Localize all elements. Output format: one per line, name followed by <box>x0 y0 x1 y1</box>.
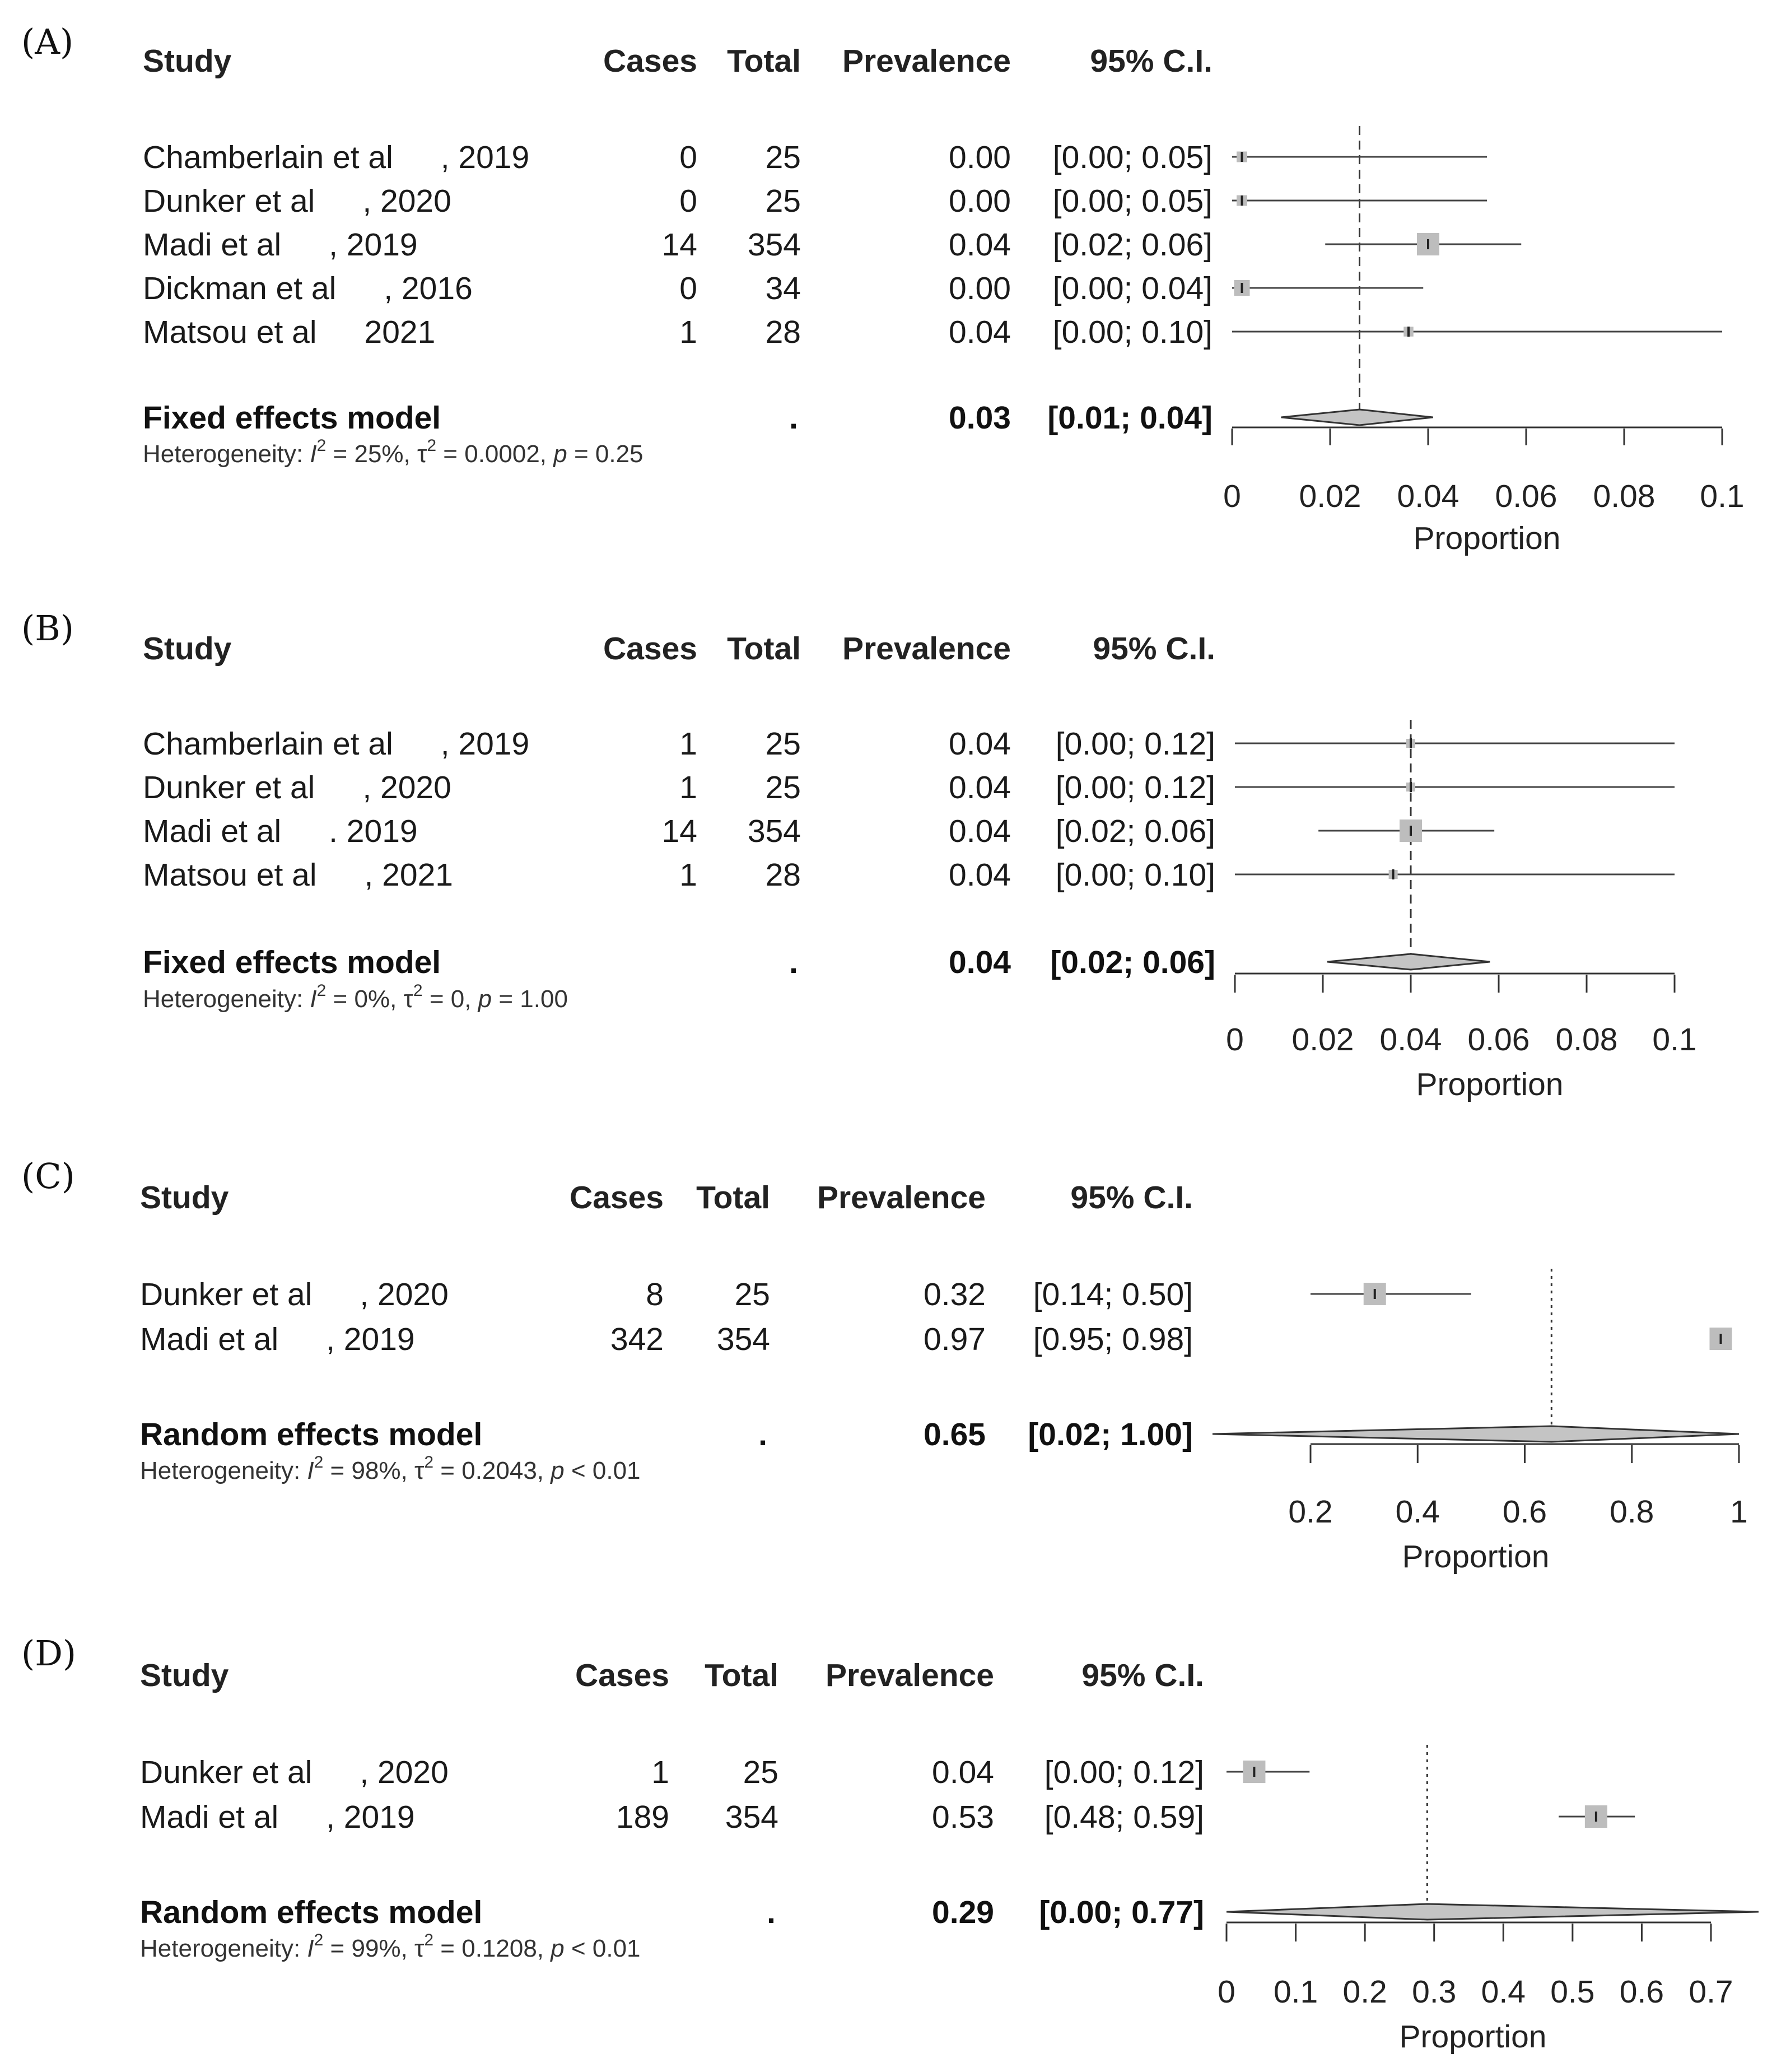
panel-b-study-author: Matsou et al <box>143 857 317 893</box>
panel-b-ci-value: [0.00; 0.10] <box>1055 857 1215 893</box>
panel-c-prevalence-value: 0.32 <box>924 1277 986 1312</box>
panel-c-total-value: 354 <box>716 1321 770 1357</box>
panel-c-header-prevalence: Prevalence <box>817 1180 986 1216</box>
panel-b-heterogeneity-part: I <box>310 985 317 1013</box>
panel-c-pooled-label: Random effects model <box>140 1417 483 1452</box>
panel-a-study-name <box>143 183 451 219</box>
panel-label-b: (B) <box>21 608 74 649</box>
panel-d-pooled-label: Random effects model <box>140 1894 483 1930</box>
panel-b-ci-value: [0.02; 0.06] <box>1055 813 1215 849</box>
panel-d-heterogeneity-part: τ <box>414 1935 425 1962</box>
panel-c-heterogeneity-part: Heterogeneity: <box>140 1457 307 1484</box>
panel-a-study-name <box>143 227 418 263</box>
panel-d-header-prevalence: Prevalence <box>825 1657 994 1693</box>
panel-a-pooled-ci: [0.01; 0.04] <box>1047 400 1213 436</box>
panel-a-tick-label: 0.1 <box>1700 478 1745 514</box>
panel-d-heterogeneity-part: p <box>551 1935 565 1962</box>
panel-b-ci-value: [0.00; 0.12] <box>1055 770 1215 805</box>
panel-b-study-year: , 2021 <box>364 857 453 893</box>
panel-c-heterogeneity-part: 2 <box>424 1453 434 1472</box>
panel-b-heterogeneity-part: = 0%, <box>326 985 404 1013</box>
panel-c-tick-label: 0.8 <box>1610 1494 1654 1530</box>
panel-b-study-name <box>143 726 529 762</box>
panel-b-study-year: , 2020 <box>362 770 451 805</box>
panel-b-heterogeneity-part: 2 <box>413 981 423 1000</box>
panel-b-prevalence-value: 0.04 <box>949 726 1011 762</box>
panel-b-study-name <box>143 857 453 893</box>
panel-d-heterogeneity-part: = 99%, <box>323 1935 414 1962</box>
panel-d-heterogeneity-part: Heterogeneity: <box>140 1935 307 1962</box>
panel-d-pooled-ci: [0.00; 0.77] <box>1039 1894 1204 1930</box>
panel-c-pooled-ci: [0.02; 1.00] <box>1028 1417 1193 1452</box>
panel-b-heterogeneity-part: = 1.00 <box>492 985 568 1013</box>
panel-a-total-value: 25 <box>765 139 801 175</box>
panel-a-heterogeneity-part: = 0.25 <box>567 440 643 468</box>
panel-d-cases-value: 189 <box>615 1799 669 1835</box>
panel-a-pooled-label: Fixed effects model <box>143 400 441 436</box>
panel-label-a: (A) <box>21 21 74 62</box>
panel-a-cases-value: 0 <box>679 183 697 219</box>
panel-b-pooled-dot: . <box>789 944 798 980</box>
panel-d-tick-label: 0.1 <box>1273 1974 1318 2010</box>
panel-a-heterogeneity-part: = 25%, <box>326 440 417 468</box>
panel-b-tick-label: 0.02 <box>1291 1022 1354 1058</box>
panel-a-total-value: 25 <box>765 183 801 219</box>
panel-c-ci-value: [0.14; 0.50] <box>1033 1277 1193 1312</box>
panel-c-cases-value: 342 <box>610 1321 664 1357</box>
panel-d-tick-label: 0.3 <box>1412 1974 1457 2010</box>
panel-c-prevalence-value: 0.97 <box>924 1321 986 1357</box>
panel-b-pooled-diamond <box>1327 954 1490 970</box>
panel-c-tick-label: 0.2 <box>1288 1494 1333 1530</box>
panel-b-tick-label: 0.04 <box>1379 1022 1442 1058</box>
panel-b-study-author: Madi et al <box>143 813 282 849</box>
panel-a-pooled-diamond <box>1281 409 1433 425</box>
panel-a-header-total: Total <box>727 43 801 79</box>
panel-b-study-author: Dunker et al <box>143 770 315 805</box>
panel-b-ci-value: [0.00; 0.12] <box>1055 726 1215 762</box>
panel-b-cases-value: 1 <box>679 770 697 805</box>
panel-c-heterogeneity <box>140 1453 641 1484</box>
panel-d-prevalence-value: 0.53 <box>932 1799 994 1835</box>
panel-a-prevalence-value: 0.00 <box>949 271 1011 306</box>
panel-a-total-value: 34 <box>765 271 801 306</box>
panel-b-study-year: . 2019 <box>329 813 418 849</box>
panel-d-tick-label: 0.4 <box>1481 1974 1526 2010</box>
panel-a-cases-value: 0 <box>679 139 697 175</box>
panel-a-heterogeneity-part: 2 <box>427 436 437 455</box>
panel-a-x-axis-label: Proportion <box>1413 520 1561 556</box>
panel-b-header-prevalence: Prevalence <box>842 631 1011 667</box>
panel-c-header-ci: 95% C.I. <box>1070 1180 1193 1216</box>
panel-a-total-value: 354 <box>747 227 801 263</box>
panel-b-cases-value: 1 <box>679 857 697 893</box>
panel-a-cases-value: 0 <box>679 271 697 306</box>
panel-b-header-total: Total <box>727 631 801 667</box>
panel-d-tick-label: 0.2 <box>1342 1974 1387 2010</box>
panel-d-study-name <box>140 1754 449 1790</box>
panel-b-heterogeneity-part: p <box>478 985 492 1013</box>
panel-a-prevalence-value: 0.00 <box>949 183 1011 219</box>
panel-b-header-ci: 95% C.I. <box>1093 631 1215 667</box>
panel-d-tick-label: 0.7 <box>1689 1974 1733 2010</box>
panel-d-header-cases: Cases <box>575 1657 669 1693</box>
panel-c-study-author: Madi et al <box>140 1321 279 1357</box>
panel-c-heterogeneity-part: < 0.01 <box>564 1457 641 1484</box>
panel-a-heterogeneity-part: p <box>553 440 567 468</box>
panel-d-total-value: 25 <box>743 1754 778 1790</box>
panel-d-ci-value: [0.00; 0.12] <box>1044 1754 1204 1790</box>
panel-d-tick-label: 0.5 <box>1550 1974 1595 2010</box>
panel-d-cases-value: 1 <box>651 1754 669 1790</box>
panel-d-prevalence-value: 0.04 <box>932 1754 994 1790</box>
panel-c-pooled-diamond <box>1213 1426 1739 1442</box>
panel-b-prevalence-value: 0.04 <box>949 857 1011 893</box>
panel-b-total-value: 25 <box>765 770 801 805</box>
panel-a-header-cases: Cases <box>603 43 697 79</box>
panel-b-pooled-label: Fixed effects model <box>143 944 441 980</box>
panel-d-heterogeneity <box>140 1931 641 1962</box>
panel-d-study-year: , 2019 <box>326 1799 415 1835</box>
panel-b-study-year: , 2019 <box>440 726 530 762</box>
panel-b-tick-label: 0.06 <box>1467 1022 1530 1058</box>
panel-c-heterogeneity-part: = 98%, <box>323 1457 414 1484</box>
panel-c-tick-label: 0.6 <box>1502 1494 1547 1530</box>
panel-a-heterogeneity-part: I <box>310 440 317 468</box>
panel-a-study-year: , 2019 <box>329 227 418 263</box>
panel-b-x-axis-label: Proportion <box>1416 1067 1564 1102</box>
panel-b-tick-label: 0 <box>1226 1022 1244 1058</box>
panel-b-total-value: 28 <box>765 857 801 893</box>
panel-a-cases-value: 1 <box>679 314 697 350</box>
panel-a-heterogeneity-part: τ <box>417 440 427 468</box>
panel-d-total-value: 354 <box>725 1799 778 1835</box>
panel-a-study-year: , 2016 <box>384 271 473 306</box>
panel-b-study-name <box>143 770 451 805</box>
panel-d-pooled-diamond <box>1227 1904 1759 1920</box>
panel-b-header-study: Study <box>143 631 232 667</box>
panel-a-header-study: Study <box>143 43 232 79</box>
panel-d-pooled-dot: . <box>767 1894 776 1930</box>
panel-a-prevalence-value: 0.04 <box>949 227 1011 263</box>
panel-a-total-value: 28 <box>765 314 801 350</box>
panel-d-study-author: Madi et al <box>140 1799 279 1835</box>
panel-a-prevalence-value: 0.00 <box>949 139 1011 175</box>
panel-d-header-study: Study <box>140 1657 229 1693</box>
panel-a-study-author: Dickman et al <box>143 271 337 306</box>
panel-a-study-author: Madi et al <box>143 227 282 263</box>
panel-c-pooled-prevalence: 0.65 <box>924 1417 986 1452</box>
panel-a-study-name <box>143 271 473 306</box>
panel-c-study-author: Dunker et al <box>140 1277 313 1312</box>
panel-a-prevalence-value: 0.04 <box>949 314 1011 350</box>
panel-c-ci-value: [0.95; 0.98] <box>1033 1321 1193 1357</box>
panel-a-study-name <box>143 314 435 350</box>
panel-a-header-prevalence: Prevalence <box>842 43 1011 79</box>
panel-a-ci-value: [0.00; 0.10] <box>1052 314 1213 350</box>
panel-c-x-axis-label: Proportion <box>1402 1539 1550 1575</box>
panel-a-study-name <box>143 139 529 175</box>
panel-b-tick-label: 0.08 <box>1555 1022 1618 1058</box>
panel-a-header-ci: 95% C.I. <box>1090 43 1213 79</box>
panel-a-tick-label: 0.08 <box>1593 478 1656 514</box>
panel-b-prevalence-value: 0.04 <box>949 813 1011 849</box>
panel-b-cases-value: 14 <box>661 813 697 849</box>
panel-b-total-value: 25 <box>765 726 801 762</box>
panel-c-header-study: Study <box>140 1180 229 1216</box>
panel-c-heterogeneity-part: 2 <box>314 1453 324 1472</box>
panel-a-study-author: Dunker et al <box>143 183 315 219</box>
panel-b-cases-value: 1 <box>679 726 697 762</box>
panel-d-study-name <box>140 1799 415 1835</box>
panel-c-heterogeneity-part: p <box>551 1457 565 1484</box>
panel-c-header-cases: Cases <box>570 1180 664 1216</box>
panel-c-heterogeneity-part: = 0.2043, <box>433 1457 551 1484</box>
panel-b-heterogeneity <box>143 981 568 1013</box>
panel-c-tick-label: 1 <box>1730 1494 1748 1530</box>
panel-a-study-year: , 2020 <box>362 183 451 219</box>
panel-d-heterogeneity-part: I <box>307 1935 314 1962</box>
panel-b-total-value: 354 <box>747 813 801 849</box>
panel-d-tick-label: 0.6 <box>1619 1974 1664 2010</box>
panel-d-x-axis-label: Proportion <box>1399 2019 1547 2055</box>
panel-b-pooled-ci: [0.02; 0.06] <box>1050 944 1215 980</box>
panel-d-header-total: Total <box>705 1657 778 1693</box>
panel-b-heterogeneity-part: τ <box>403 985 413 1013</box>
panel-a-ci-value: [0.00; 0.04] <box>1052 271 1213 306</box>
panel-a-study-year: 2021 <box>364 314 436 350</box>
panel-c-heterogeneity-part: I <box>307 1457 314 1484</box>
panel-d-heterogeneity-part: < 0.01 <box>564 1935 641 1962</box>
panel-b-heterogeneity-part: Heterogeneity: <box>143 985 310 1013</box>
panel-b-pooled-prevalence: 0.04 <box>949 944 1011 980</box>
panel-b-study-author: Chamberlain et al <box>143 726 393 762</box>
panel-a-cases-value: 14 <box>661 227 697 263</box>
panel-a-tick-label: 0.02 <box>1299 478 1361 514</box>
panel-a-ci-value: [0.00; 0.05] <box>1052 139 1213 175</box>
panel-b-study-name <box>143 813 418 849</box>
panel-a-heterogeneity-part: Heterogeneity: <box>143 440 310 468</box>
panel-label-d: (D) <box>21 1633 77 1674</box>
panel-d-tick-label: 0 <box>1218 1974 1235 2010</box>
panel-d-header-ci: 95% C.I. <box>1081 1657 1204 1693</box>
panel-c-study-name <box>140 1277 449 1312</box>
panel-d-study-year: , 2020 <box>360 1754 449 1790</box>
panel-a-pooled-prevalence: 0.03 <box>949 400 1011 436</box>
panel-d-pooled-prevalence: 0.29 <box>932 1894 994 1930</box>
panel-c-study-year: , 2019 <box>326 1321 415 1357</box>
panel-b-heterogeneity-part: = 0, <box>422 985 478 1013</box>
panel-d-heterogeneity-part: = 0.1208, <box>433 1935 551 1962</box>
panel-a-tick-label: 0 <box>1223 478 1241 514</box>
panel-c-tick-label: 0.4 <box>1395 1494 1440 1530</box>
panel-b-header-cases: Cases <box>603 631 697 667</box>
panel-a-heterogeneity-part: = 0.0002, <box>436 440 554 468</box>
panel-d-heterogeneity-part: 2 <box>314 1931 324 1949</box>
panel-c-cases-value: 8 <box>646 1277 664 1312</box>
panel-c-study-year: , 2020 <box>360 1277 449 1312</box>
panel-a-heterogeneity <box>143 436 643 468</box>
panel-b-tick-label: 0.1 <box>1652 1022 1697 1058</box>
panel-a-tick-label: 0.04 <box>1397 478 1459 514</box>
panel-a-ci-value: [0.02; 0.06] <box>1052 227 1213 263</box>
panel-c-total-value: 25 <box>734 1277 770 1312</box>
panel-d-study-author: Dunker et al <box>140 1754 313 1790</box>
panel-b-heterogeneity-part: 2 <box>316 981 327 1000</box>
panel-a-ci-value: [0.00; 0.05] <box>1052 183 1213 219</box>
panel-a-study-year: , 2019 <box>440 139 530 175</box>
panel-c-pooled-dot: . <box>758 1417 767 1452</box>
panel-c-header-total: Total <box>696 1180 770 1216</box>
panel-d-ci-value: [0.48; 0.59] <box>1044 1799 1204 1835</box>
panel-a-tick-label: 0.06 <box>1495 478 1558 514</box>
panel-a-heterogeneity-part: 2 <box>316 436 327 455</box>
panel-d-heterogeneity-part: 2 <box>424 1931 434 1949</box>
panel-a-study-author: Chamberlain et al <box>143 139 393 175</box>
panel-b-prevalence-value: 0.04 <box>949 770 1011 805</box>
panel-label-c: (C) <box>21 1156 75 1196</box>
panel-c-study-name <box>140 1321 415 1357</box>
panel-c-heterogeneity-part: τ <box>414 1457 425 1484</box>
panel-a-study-author: Matsou et al <box>143 314 317 350</box>
panel-a-pooled-dot: . <box>789 400 798 436</box>
